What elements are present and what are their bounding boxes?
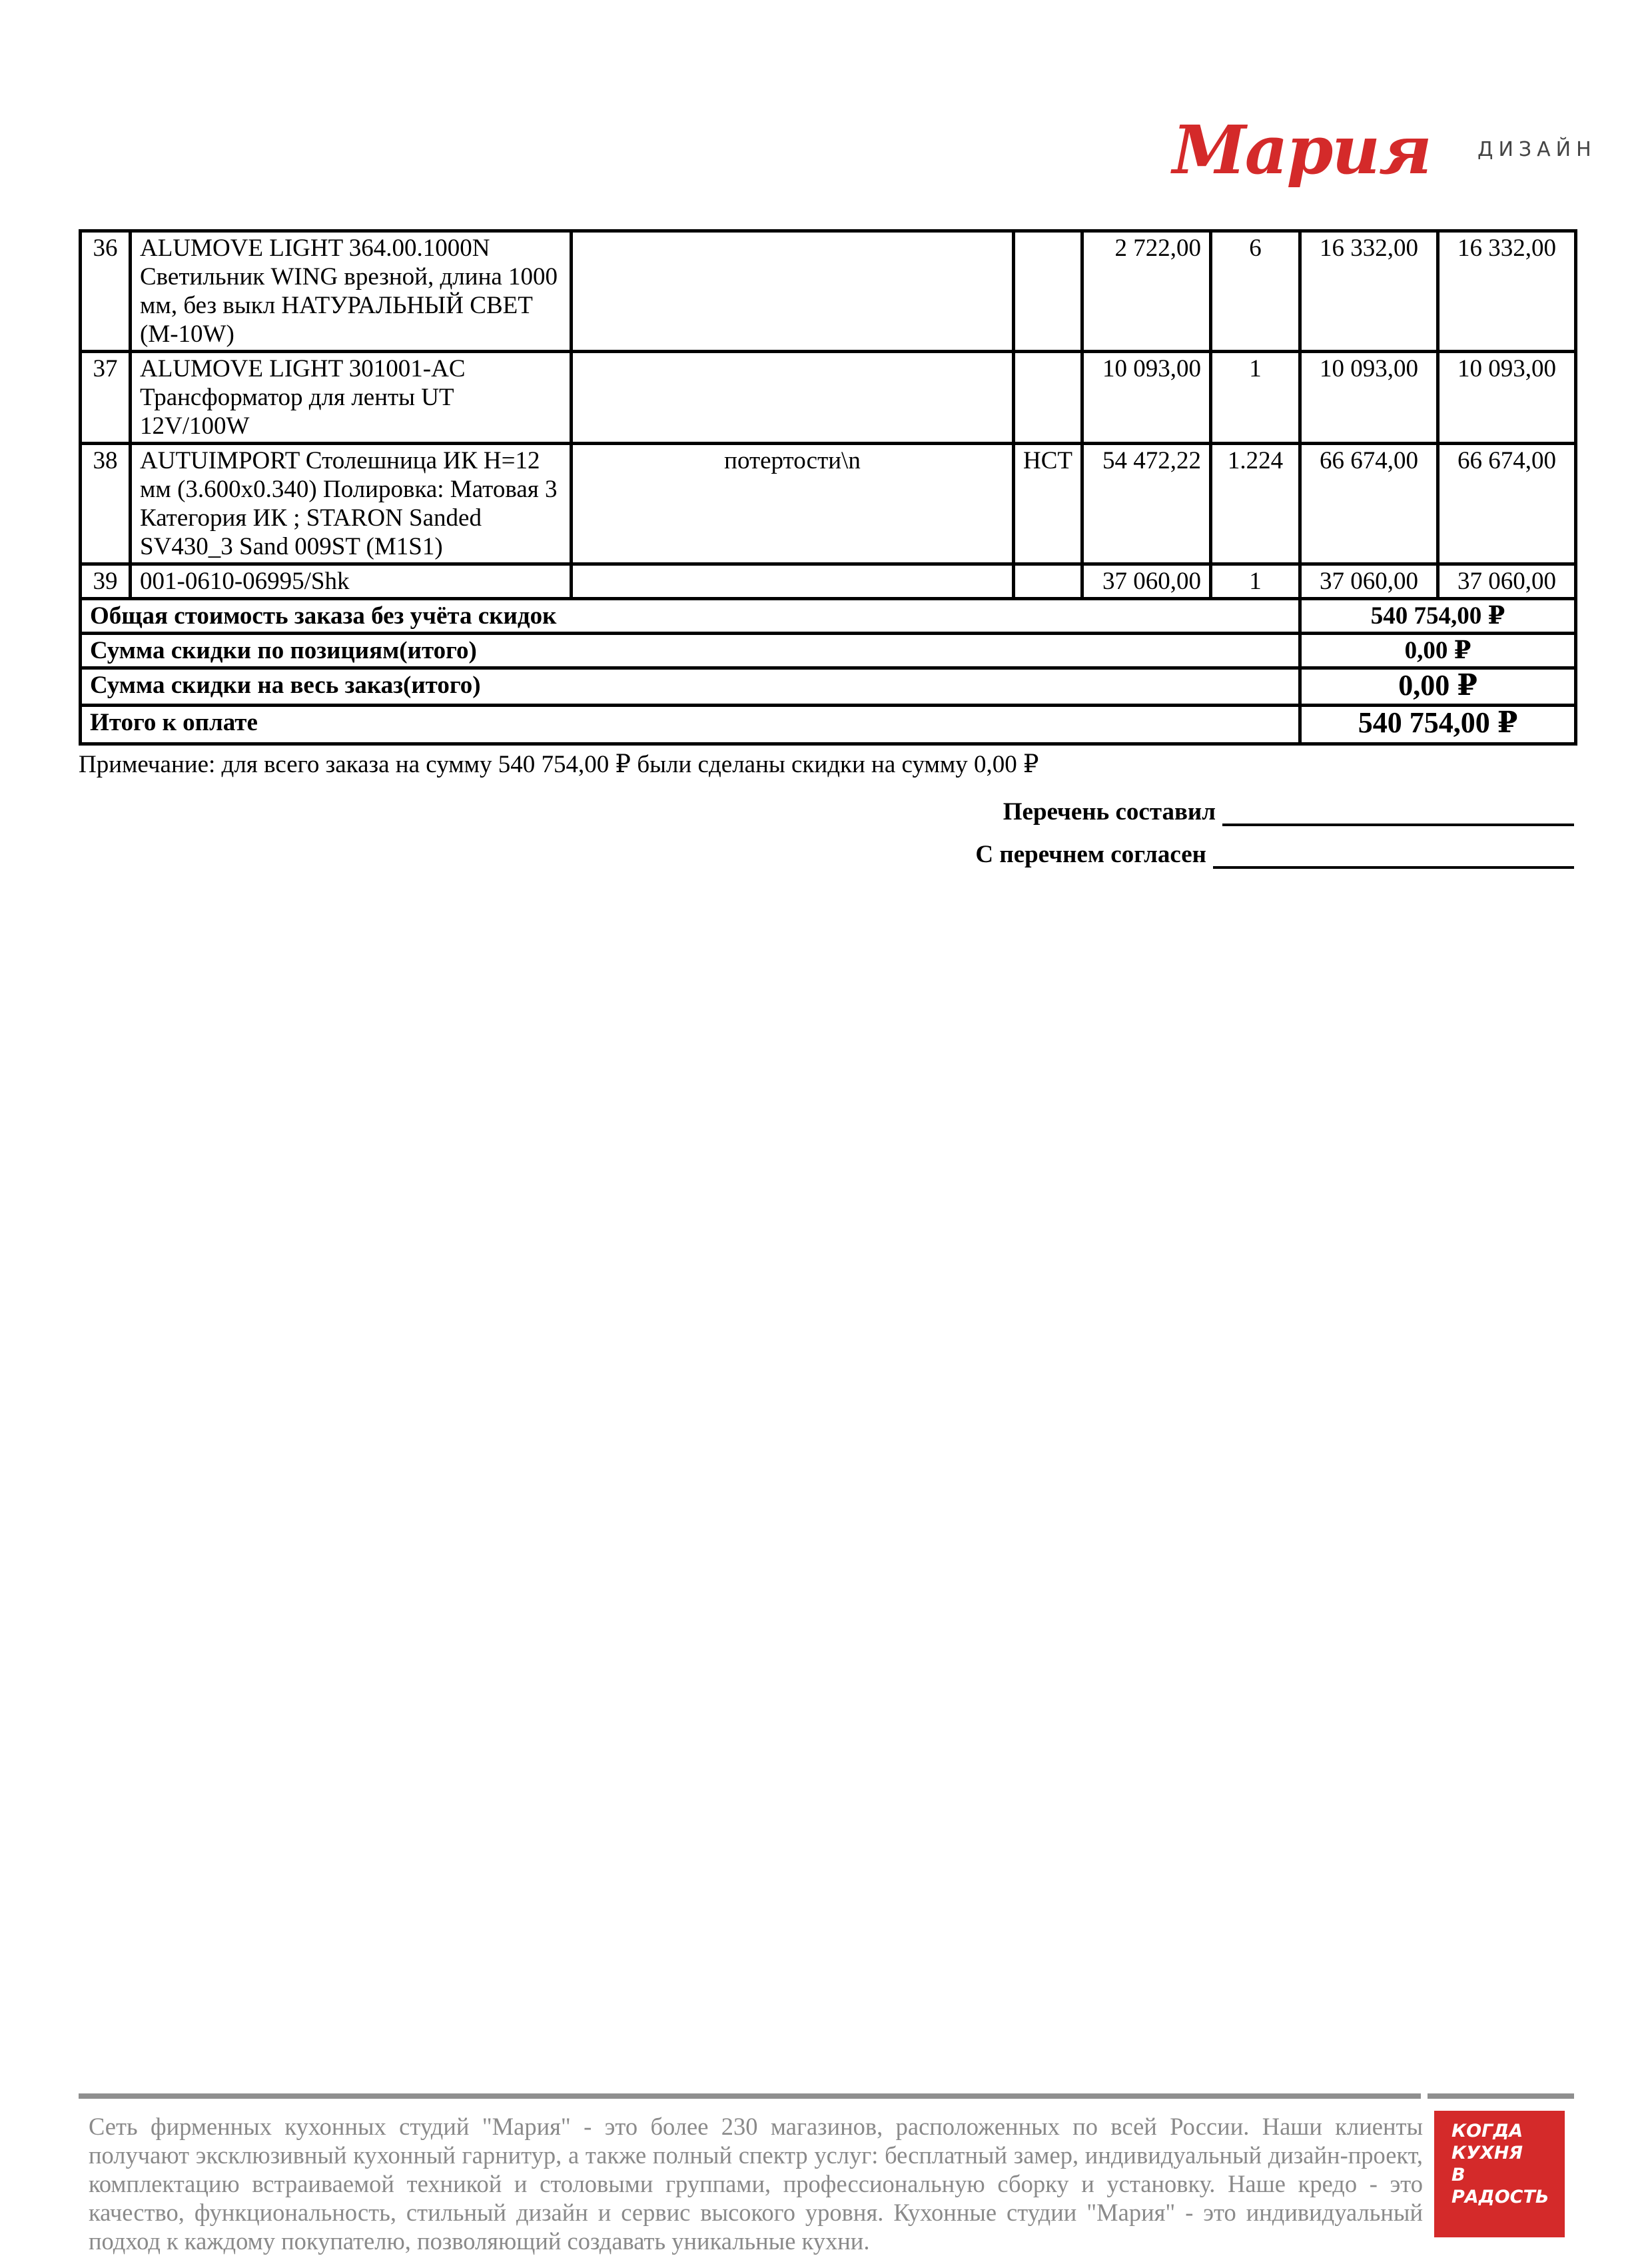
item-total: 37 060,00 (1438, 564, 1576, 599)
table-row (81, 564, 1576, 599)
signature-agreed-line[interactable] (1213, 842, 1574, 869)
table-row (81, 231, 1576, 352)
signature-agreed-label: С перечнем согласен (975, 841, 1206, 868)
item-qty: 1 (1211, 352, 1300, 444)
item-qty: 1.224 (1211, 444, 1300, 564)
logo-subtitle: ДИЗАЙН (1477, 138, 1597, 161)
item-note (572, 352, 1014, 444)
subtotal-value: 540 754,00 ₽ (1300, 599, 1576, 634)
item-name: ALUMOVE LIGHT 301001-AC Трансформатор для ленты UT 12V/100W (131, 352, 572, 444)
signature-compiled-line[interactable] (1222, 800, 1574, 826)
item-number: 37 (81, 352, 131, 444)
total-value: 540 754,00 ₽ (1300, 706, 1576, 744)
item-total: 66 674,00 (1438, 444, 1576, 564)
footer-divider-right (1428, 2093, 1574, 2099)
summary-row-subtotal (81, 599, 1576, 634)
item-number: 36 (81, 231, 131, 352)
table-row (81, 444, 1576, 564)
subtotal-label: Общая стоимость заказа без учёта скидок (81, 599, 1300, 634)
item-discount-label: Сумма скидки по позициям(итого) (81, 634, 1300, 668)
item-note (572, 231, 1014, 352)
brand-logo (1172, 111, 1597, 203)
summary-row-item-discount (81, 634, 1576, 668)
item-sum: 16 332,00 (1300, 231, 1438, 352)
slogan-line: КОГДА (1451, 2121, 1523, 2141)
item-sum: 37 060,00 (1300, 564, 1438, 599)
slogan-badge (1434, 2111, 1565, 2237)
footer-description: Сеть фирменных кухонных студий "Мария" - это более 230 магазинов, расположенных по всей России. Наши клиенты получают эксклюзивный кухонный гарнитур, а также полный спектр услуг: бесплатный замер, индивидуальный дизайн-проект, комплектацию встраиваемой техникой и столовыми группами, профессиональную сборку и установку. Наше кредо - это качество, функциональность, стильный дизайн и сервис высокого уровня. Кухонные студии "Мария" - это индивидуальный подход к каждому покупателю, позволяющий создавать уникальные кухни. (89, 2113, 1423, 2255)
item-name: AUTUIMPORT Столешница ИК H=12 мм (3.600x0.340) Полировка: Матовая 3 Категория ИК ; STARON Sanded SV430_3 Sand 009ST (M1S1) (131, 444, 572, 564)
item-price: 54 472,22 (1082, 444, 1211, 564)
item-name: 001-0610-06995/Shk (131, 564, 572, 599)
item-sum: 10 093,00 (1300, 352, 1438, 444)
item-name: ALUMOVE LIGHT 364.00.1000N Светильник WING врезной, длина 1000 мм, без выкл НАТУРАЛЬНЫЙ СВЕТ (M-10W) (131, 231, 572, 352)
item-mark (1014, 352, 1082, 444)
order-note: Примечание: для всего заказа на сумму 540 754,00 ₽ были сделаны скидки на сумму 0,00 ₽ (79, 751, 1039, 778)
slogan-line: В РАДОСТЬ (1451, 2165, 1549, 2207)
item-number: 39 (81, 564, 131, 599)
order-discount-label: Сумма скидки на весь заказ(итого) (81, 668, 1300, 706)
signature-agreed (975, 837, 1574, 869)
logo-wordmark: Мария (1172, 111, 1431, 189)
order-discount-value: 0,00 ₽ (1300, 668, 1576, 706)
item-mark (1014, 564, 1082, 599)
order-items-table (79, 229, 1577, 746)
item-mark (1014, 231, 1082, 352)
item-price: 37 060,00 (1082, 564, 1211, 599)
table-row (81, 352, 1576, 444)
item-number: 38 (81, 444, 131, 564)
item-discount-value: 0,00 ₽ (1300, 634, 1576, 668)
item-note: потертости\n (572, 444, 1014, 564)
slogan-line: КУХНЯ (1451, 2143, 1523, 2163)
summary-row-total (81, 706, 1576, 744)
signature-compiled-label: Перечень составил (1003, 798, 1216, 826)
item-sum: 66 674,00 (1300, 444, 1438, 564)
item-total: 16 332,00 (1438, 231, 1576, 352)
item-price: 10 093,00 (1082, 352, 1211, 444)
item-qty: 6 (1211, 231, 1300, 352)
total-label: Итого к оплате (81, 706, 1300, 744)
item-mark: НСТ (1014, 444, 1082, 564)
summary-row-order-discount (81, 668, 1576, 706)
signature-compiled (1003, 794, 1574, 826)
item-total: 10 093,00 (1438, 352, 1576, 444)
footer-divider (79, 2093, 1421, 2099)
item-qty: 1 (1211, 564, 1300, 599)
item-note (572, 564, 1014, 599)
item-price: 2 722,00 (1082, 231, 1211, 352)
